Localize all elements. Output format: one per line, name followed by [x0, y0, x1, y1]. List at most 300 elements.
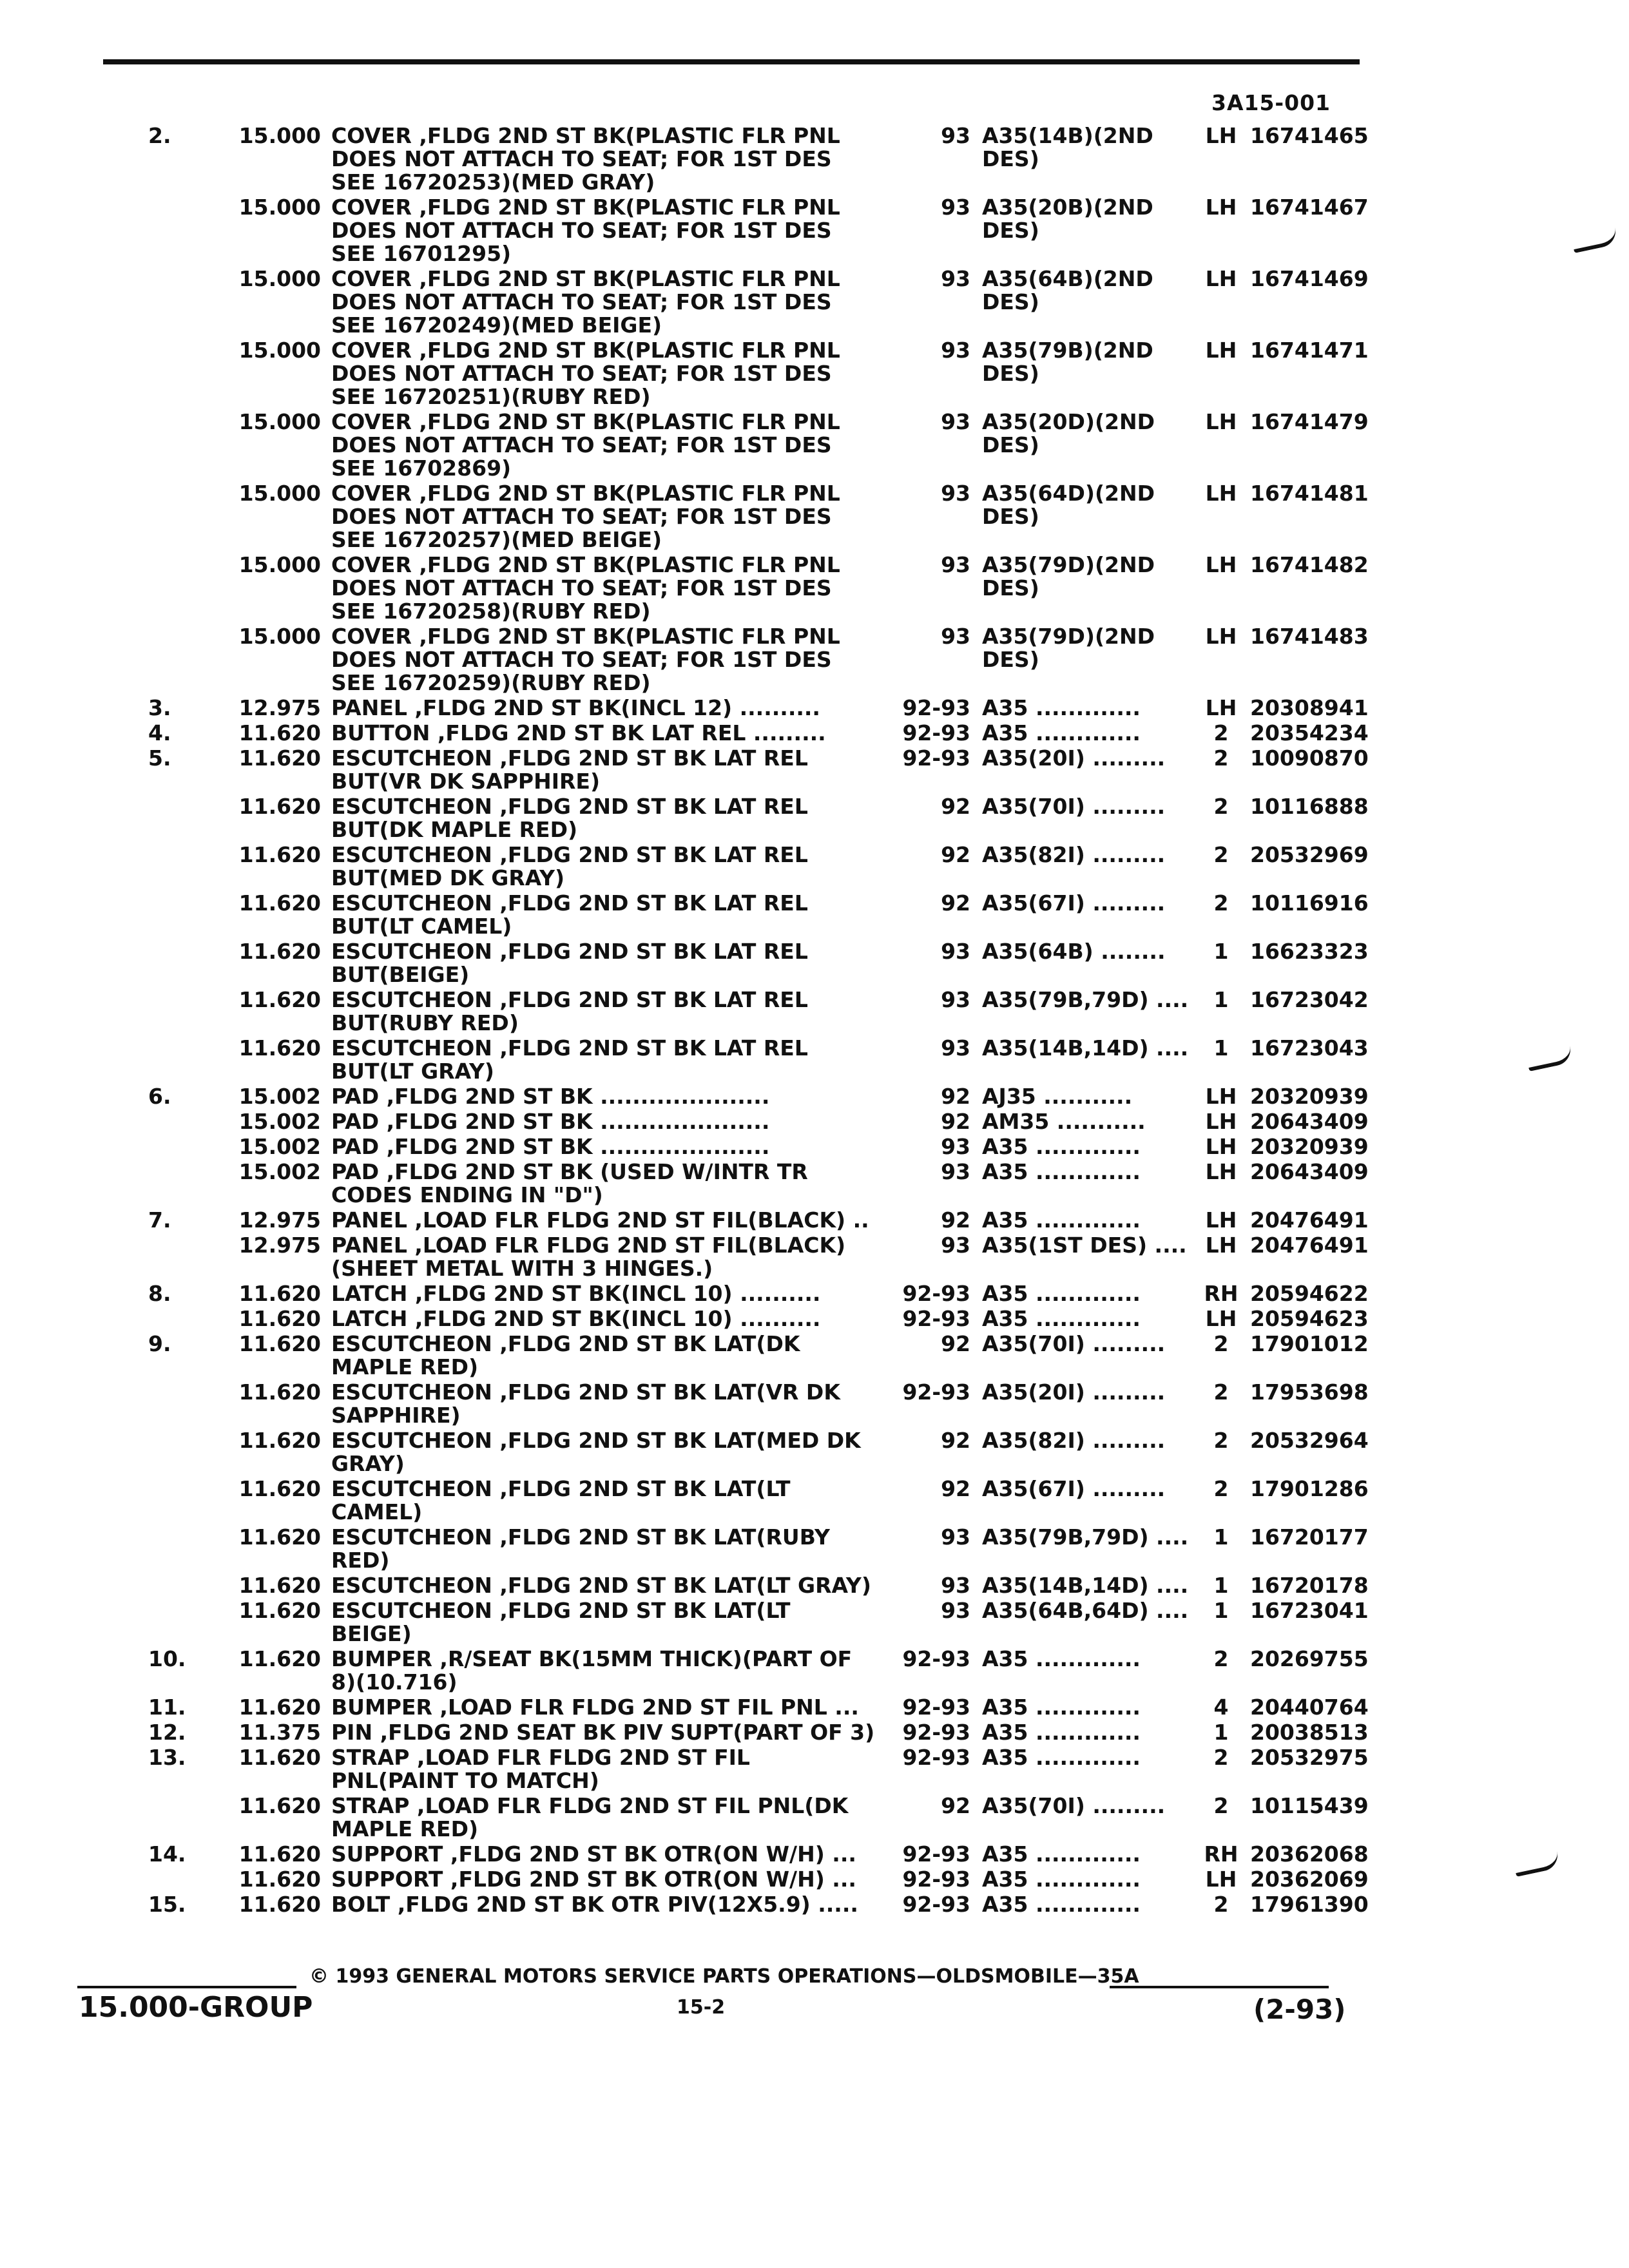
part-description: BUTTON ,FLDG 2ND ST BK LAT REL ......... — [331, 720, 826, 745]
group-label: 15.000-GROUP — [79, 1991, 313, 2024]
part-description: ESCUTCHEON ,FLDG 2ND ST BK LAT(LT CAMEL) — [331, 1476, 791, 1524]
part-number: 20532964 — [1250, 1428, 1369, 1453]
quantity: 2 — [1213, 842, 1229, 867]
table-row — [142, 553, 1379, 623]
quantity: LH — [1205, 266, 1237, 291]
part-description: COVER ,FLDG 2ND ST BK(PLASTIC FLR PNL DOES NOT ATTACH TO SEAT; FOR 1ST DES SEE 16701295) — [331, 195, 840, 266]
ref-number — [142, 196, 232, 265]
quantity: 2 — [1213, 720, 1229, 745]
model-year: 92 — [941, 1793, 970, 1818]
ref-number — [142, 553, 232, 623]
table-row — [142, 1307, 1379, 1331]
group-number: 11.620 — [238, 987, 321, 1012]
part-description: ESCUTCHEON ,FLDG 2ND ST BK LAT REL BUT(BEIGE) — [331, 939, 808, 987]
model-year: 93 — [941, 624, 970, 649]
group-number: 11.620 — [238, 1841, 321, 1867]
table-row — [142, 1110, 1379, 1133]
quantity: LH — [1205, 552, 1237, 577]
quantity: LH — [1205, 1134, 1237, 1159]
part-number: 20532969 — [1250, 842, 1369, 867]
model-year: 93 — [941, 123, 970, 148]
group-number: 11.620 — [238, 890, 321, 916]
ref-number: 9. — [148, 1331, 171, 1356]
quantity: 2 — [1213, 1331, 1229, 1356]
quantity: LH — [1205, 195, 1237, 220]
model-year: 92-93 — [902, 1892, 970, 1917]
table-row — [142, 339, 1379, 408]
model-code: A35 ............. — [982, 1841, 1141, 1867]
footer-rule-left — [77, 1986, 296, 1988]
revision-date: (2-93) — [1253, 1994, 1346, 2025]
copyright-line: © 1993 GENERAL MOTORS SERVICE PARTS OPERATIONS—OLDSMOBILE—35A — [309, 1965, 1139, 1988]
model-year: 92 — [941, 1207, 970, 1233]
ref-number — [142, 625, 232, 695]
table-row — [142, 1574, 1379, 1597]
part-number: 20308941 — [1250, 695, 1369, 720]
table-row — [142, 1599, 1379, 1646]
model-code: A35(79B,79D) .... — [982, 1524, 1189, 1550]
quantity: 2 — [1213, 1379, 1229, 1405]
ref-number — [142, 339, 232, 408]
part-number: 17901286 — [1250, 1476, 1369, 1501]
quantity: 1 — [1213, 1720, 1229, 1745]
model-year: 92-93 — [902, 695, 970, 720]
model-year: 93 — [941, 409, 970, 434]
model-code: A35(64B)(2ND DES) — [982, 266, 1153, 314]
table-row — [142, 940, 1379, 986]
model-year: 92 — [941, 1331, 970, 1356]
ref-number: 10. — [148, 1646, 186, 1671]
group-number: 11.620 — [238, 1379, 321, 1405]
ref-number — [142, 1574, 232, 1597]
quantity: LH — [1205, 1306, 1237, 1331]
table-row — [142, 1794, 1379, 1841]
group-number: 12.975 — [238, 695, 321, 720]
model-code: AJ35 ........... — [982, 1084, 1133, 1109]
part-description: LATCH ,FLDG 2ND ST BK(INCL 10) .......... — [331, 1306, 821, 1331]
model-year: 92-93 — [902, 1646, 970, 1671]
part-number: 16741482 — [1250, 552, 1369, 577]
part-number: 17953698 — [1250, 1379, 1369, 1405]
model-year: 92-93 — [902, 1379, 970, 1405]
table-row — [142, 1135, 1379, 1158]
ref-number — [142, 482, 232, 552]
quantity: LH — [1205, 1207, 1237, 1233]
model-year: 92-93 — [902, 1867, 970, 1892]
ref-number — [142, 1037, 232, 1083]
table-row — [142, 1696, 1379, 1719]
table-row — [142, 1160, 1379, 1207]
part-number: 16741465 — [1250, 123, 1369, 148]
part-number: 16723043 — [1250, 1035, 1369, 1061]
quantity: 2 — [1213, 1646, 1229, 1671]
model-code: A35(1ST DES) .... — [982, 1233, 1187, 1258]
part-description: COVER ,FLDG 2ND ST BK(PLASTIC FLR PNL DOES NOT ATTACH TO SEAT; FOR 1ST DES SEE 16720257)(MED BEIGE) — [331, 481, 840, 552]
ref-number — [142, 1160, 232, 1207]
quantity: 2 — [1213, 1745, 1229, 1770]
quantity: LH — [1205, 338, 1237, 363]
model-code: A35 ............. — [982, 695, 1141, 720]
model-year: 93 — [941, 1035, 970, 1061]
model-code: AM35 ........... — [982, 1109, 1146, 1134]
table-row — [142, 747, 1379, 793]
ref-number — [142, 843, 232, 890]
group-number: 11.375 — [238, 1720, 321, 1745]
parts-list — [142, 124, 1379, 1918]
part-description: ESCUTCHEON ,FLDG 2ND ST BK LAT(RUBY RED) — [331, 1524, 830, 1573]
part-number: 10116916 — [1250, 890, 1369, 916]
table-row — [142, 1526, 1379, 1572]
table-row — [142, 1282, 1379, 1305]
ref-number — [142, 1110, 232, 1133]
model-year: 93 — [941, 1233, 970, 1258]
group-number: 11.620 — [238, 720, 321, 745]
ref-number: 5. — [148, 745, 171, 771]
model-code: A35(20D)(2ND DES) — [982, 409, 1155, 457]
ref-number: 3. — [148, 695, 171, 720]
part-number: 16741471 — [1250, 338, 1369, 363]
model-code: A35(70I) ......... — [982, 1331, 1166, 1356]
quantity: LH — [1205, 1233, 1237, 1258]
page-code: 3A15-001 — [1211, 90, 1331, 115]
group-number: 15.000 — [238, 624, 321, 649]
model-year: 92-93 — [902, 720, 970, 745]
part-description: PAD ,FLDG 2ND ST BK ..................... — [331, 1134, 770, 1159]
model-code: A35(79B,79D) .... — [982, 987, 1189, 1012]
part-number: 20320939 — [1250, 1084, 1369, 1109]
table-row — [142, 795, 1379, 841]
quantity: LH — [1205, 409, 1237, 434]
model-code: A35(14B,14D) .... — [982, 1573, 1189, 1598]
quantity: 1 — [1213, 987, 1229, 1012]
table-row — [142, 1893, 1379, 1916]
part-description: COVER ,FLDG 2ND ST BK(PLASTIC FLR PNL DOES NOT ATTACH TO SEAT; FOR 1ST DES SEE 16720249)(MED BEIGE) — [331, 266, 840, 338]
part-number: 17961390 — [1250, 1892, 1369, 1917]
part-description: PAD ,FLDG 2ND ST BK ..................... — [331, 1109, 770, 1134]
model-year: 93 — [941, 552, 970, 577]
model-year: 93 — [941, 338, 970, 363]
page-number: 15-2 — [677, 1996, 726, 2019]
group-number: 15.002 — [238, 1134, 321, 1159]
ref-number: 12. — [148, 1720, 186, 1745]
part-number: 16623323 — [1250, 939, 1369, 964]
quantity: LH — [1205, 1867, 1237, 1892]
part-number: 16741469 — [1250, 266, 1369, 291]
group-number: 11.620 — [238, 1476, 321, 1501]
part-description: LATCH ,FLDG 2ND ST BK(INCL 10) .......... — [331, 1281, 821, 1306]
table-row — [142, 1648, 1379, 1694]
model-year: 92 — [941, 1109, 970, 1134]
part-description: PAD ,FLDG 2ND ST BK (USED W/INTR TR CODES ENDING IN "D") — [331, 1159, 808, 1207]
table-row — [142, 892, 1379, 938]
quantity: 1 — [1213, 1035, 1229, 1061]
ref-number — [142, 892, 232, 938]
quantity: LH — [1205, 624, 1237, 649]
model-code: A35 ............. — [982, 1867, 1141, 1892]
model-year: 92 — [941, 842, 970, 867]
part-number: 16741467 — [1250, 195, 1369, 220]
ref-number: 7. — [148, 1207, 171, 1233]
part-description: STRAP ,LOAD FLR FLDG 2ND ST FIL PNL(PAINT TO MATCH) — [331, 1745, 750, 1793]
ref-number: 6. — [148, 1084, 171, 1109]
quantity: 2 — [1213, 1428, 1229, 1453]
model-year: 93 — [941, 1159, 970, 1184]
group-number: 15.000 — [238, 338, 321, 363]
part-number: 20320939 — [1250, 1134, 1369, 1159]
model-code: A35 ............. — [982, 1306, 1141, 1331]
group-number: 11.620 — [238, 1306, 321, 1331]
model-year: 93 — [941, 1573, 970, 1598]
group-number: 15.002 — [238, 1159, 321, 1184]
part-description: ESCUTCHEON ,FLDG 2ND ST BK LAT(LT BEIGE) — [331, 1598, 791, 1646]
model-code: A35(20I) ......... — [982, 1379, 1166, 1405]
part-number: 10116888 — [1250, 794, 1369, 819]
model-code: A35(79D)(2ND DES) — [982, 552, 1155, 601]
table-row — [142, 1721, 1379, 1744]
group-number: 11.620 — [238, 1281, 321, 1306]
model-code: A35 ............. — [982, 720, 1141, 745]
part-description: ESCUTCHEON ,FLDG 2ND ST BK LAT REL BUT(DK MAPLE RED) — [331, 794, 808, 842]
group-number: 12.975 — [238, 1207, 321, 1233]
model-code: A35 ............. — [982, 1745, 1141, 1770]
ref-number — [142, 1135, 232, 1158]
table-row — [142, 1332, 1379, 1379]
part-description: ESCUTCHEON ,FLDG 2ND ST BK LAT(VR DK SAPPHIRE) — [331, 1379, 840, 1428]
model-year: 92 — [941, 1476, 970, 1501]
part-number: 10090870 — [1250, 745, 1369, 771]
part-number: 20476491 — [1250, 1233, 1369, 1258]
group-number: 15.000 — [238, 552, 321, 577]
part-number: 16741479 — [1250, 409, 1369, 434]
part-description: BUMPER ,LOAD FLR FLDG 2ND ST FIL PNL ... — [331, 1695, 859, 1720]
part-number: 16720177 — [1250, 1524, 1369, 1550]
quantity: 1 — [1213, 1573, 1229, 1598]
model-code: A35(70I) ......... — [982, 1793, 1166, 1818]
part-description: COVER ,FLDG 2ND ST BK(PLASTIC FLR PNL DOES NOT ATTACH TO SEAT; FOR 1ST DES SEE 16720253)(MED GRAY) — [331, 123, 840, 195]
model-year: 92-93 — [902, 1281, 970, 1306]
part-number: 20594622 — [1250, 1281, 1369, 1306]
model-code: A35(82I) ......... — [982, 842, 1166, 867]
model-year: 92-93 — [902, 1720, 970, 1745]
part-number: 20362068 — [1250, 1841, 1369, 1867]
part-number: 16723042 — [1250, 987, 1369, 1012]
group-number: 15.002 — [238, 1084, 321, 1109]
model-year: 93 — [941, 195, 970, 220]
table-row — [142, 1234, 1379, 1280]
part-number: 20269755 — [1250, 1646, 1369, 1671]
table-row — [142, 1429, 1379, 1475]
ref-number: 14. — [148, 1841, 186, 1867]
ref-number — [142, 1477, 232, 1524]
part-description: COVER ,FLDG 2ND ST BK(PLASTIC FLR PNL DOES NOT ATTACH TO SEAT; FOR 1ST DES SEE 16720258)(RUBY RED) — [331, 552, 840, 624]
part-number: 17901012 — [1250, 1331, 1369, 1356]
model-code: A35(64D)(2ND DES) — [982, 481, 1155, 529]
group-number: 11.620 — [238, 1646, 321, 1671]
quantity: 1 — [1213, 1524, 1229, 1550]
model-year: 93 — [941, 1524, 970, 1550]
group-number: 15.000 — [238, 481, 321, 506]
group-number: 11.620 — [238, 1867, 321, 1892]
table-row — [142, 843, 1379, 890]
group-number: 15.000 — [238, 266, 321, 291]
quantity: LH — [1205, 1084, 1237, 1109]
check-mark-icon — [1526, 1046, 1574, 1072]
group-number: 11.620 — [238, 794, 321, 819]
table-row — [142, 1037, 1379, 1083]
model-year: 93 — [941, 481, 970, 506]
part-description: PIN ,FLDG 2ND SEAT BK PIV SUPT(PART OF 3) — [331, 1720, 875, 1745]
ref-number — [142, 795, 232, 841]
quantity: 2 — [1213, 1892, 1229, 1917]
quantity: 4 — [1213, 1695, 1229, 1720]
part-description: PANEL ,FLDG 2ND ST BK(INCL 12) .......... — [331, 695, 820, 720]
ref-number: 11. — [148, 1695, 186, 1720]
group-number: 11.620 — [238, 1573, 321, 1598]
part-description: ESCUTCHEON ,FLDG 2ND ST BK LAT REL BUT(LT GRAY) — [331, 1035, 808, 1084]
table-row — [142, 988, 1379, 1035]
part-description: COVER ,FLDG 2ND ST BK(PLASTIC FLR PNL DOES NOT ATTACH TO SEAT; FOR 1ST DES SEE 16720251)(RUBY RED) — [331, 338, 840, 409]
table-row — [142, 1843, 1379, 1866]
model-year: 92 — [941, 890, 970, 916]
quantity: LH — [1205, 123, 1237, 148]
quantity: 2 — [1213, 794, 1229, 819]
check-mark-icon — [1571, 227, 1619, 253]
group-number: 12.975 — [238, 1233, 321, 1258]
part-description: ESCUTCHEON ,FLDG 2ND ST BK LAT(DK MAPLE RED) — [331, 1331, 800, 1379]
ref-number — [142, 1599, 232, 1646]
part-description: COVER ,FLDG 2ND ST BK(PLASTIC FLR PNL DOES NOT ATTACH TO SEAT; FOR 1ST DES SEE 16720259)(RUBY RED) — [331, 624, 840, 695]
part-description: ESCUTCHEON ,FLDG 2ND ST BK LAT(MED DK GRAY) — [331, 1428, 861, 1476]
quantity: 2 — [1213, 1793, 1229, 1818]
model-code: A35 ............. — [982, 1646, 1141, 1671]
model-code: A35 ............. — [982, 1207, 1141, 1233]
part-number: 20594623 — [1250, 1306, 1369, 1331]
ref-number — [142, 1794, 232, 1841]
ref-number — [142, 1429, 232, 1475]
quantity: 2 — [1213, 745, 1229, 771]
model-year: 93 — [941, 1598, 970, 1623]
part-number: 16741481 — [1250, 481, 1369, 506]
group-number: 15.000 — [238, 195, 321, 220]
model-code: A35(79D)(2ND DES) — [982, 624, 1155, 672]
group-number: 15.002 — [238, 1109, 321, 1134]
model-code: A35 ............. — [982, 1892, 1141, 1917]
table-row — [142, 267, 1379, 337]
table-row — [142, 1477, 1379, 1524]
model-code: A35 ............. — [982, 1720, 1141, 1745]
group-number: 11.620 — [238, 842, 321, 867]
group-number: 11.620 — [238, 939, 321, 964]
table-row — [142, 722, 1379, 745]
model-code: A35(64B) ........ — [982, 939, 1166, 964]
part-description: STRAP ,LOAD FLR FLDG 2ND ST FIL PNL(DK MAPLE RED) — [331, 1793, 849, 1841]
part-description: BUMPER ,R/SEAT BK(15MM THICK)(PART OF 8)(10.716) — [331, 1646, 853, 1695]
model-year: 93 — [941, 987, 970, 1012]
group-number: 11.620 — [238, 1695, 321, 1720]
model-year: 92 — [941, 1084, 970, 1109]
ref-number — [142, 1234, 232, 1280]
part-description: ESCUTCHEON ,FLDG 2ND ST BK LAT REL BUT(MED DK GRAY) — [331, 842, 808, 890]
table-row — [142, 1085, 1379, 1108]
check-mark-icon — [1513, 1851, 1561, 1877]
part-number: 20440764 — [1250, 1695, 1369, 1720]
part-number: 20643409 — [1250, 1159, 1369, 1184]
footer-rule-right — [1110, 1986, 1329, 1988]
model-code: A35 ............. — [982, 1134, 1141, 1159]
ref-number — [142, 1526, 232, 1572]
model-year: 92-93 — [902, 1841, 970, 1867]
quantity: LH — [1205, 695, 1237, 720]
part-description: COVER ,FLDG 2ND ST BK(PLASTIC FLR PNL DOES NOT ATTACH TO SEAT; FOR 1ST DES SEE 16702869) — [331, 409, 840, 481]
quantity: 2 — [1213, 890, 1229, 916]
part-number: 20476491 — [1250, 1207, 1369, 1233]
part-description: ESCUTCHEON ,FLDG 2ND ST BK LAT REL BUT(LT CAMEL) — [331, 890, 808, 939]
quantity: RH — [1204, 1281, 1239, 1306]
part-description: PAD ,FLDG 2ND ST BK ..................... — [331, 1084, 770, 1109]
ref-number: 4. — [148, 720, 171, 745]
table-row — [142, 1868, 1379, 1891]
model-code: A35(70I) ......... — [982, 794, 1166, 819]
part-description: PANEL ,LOAD FLR FLDG 2ND ST FIL(BLACK) (SHEET METAL WITH 3 HINGES.) — [331, 1233, 846, 1281]
model-code: A35 ............. — [982, 1695, 1141, 1720]
table-row — [142, 124, 1379, 194]
table-row — [142, 697, 1379, 720]
model-year: 92-93 — [902, 1695, 970, 1720]
quantity: RH — [1204, 1841, 1239, 1867]
quantity: 1 — [1213, 1598, 1229, 1623]
part-number: 20038513 — [1250, 1720, 1369, 1745]
model-code: A35(82I) ......... — [982, 1428, 1166, 1453]
model-code: A35 ............. — [982, 1159, 1141, 1184]
part-description: SUPPORT ,FLDG 2ND ST BK OTR(ON W/H) ... — [331, 1867, 856, 1892]
model-year: 93 — [941, 939, 970, 964]
model-year: 92 — [941, 794, 970, 819]
ref-number — [142, 267, 232, 337]
model-year: 92-93 — [902, 1745, 970, 1770]
group-number: 11.620 — [238, 1428, 321, 1453]
model-code: A35(67I) ......... — [982, 1476, 1166, 1501]
quantity: 1 — [1213, 939, 1229, 964]
model-code: A35(20B)(2ND DES) — [982, 195, 1153, 243]
part-number: 20362069 — [1250, 1867, 1369, 1892]
table-row — [142, 410, 1379, 480]
part-description: SUPPORT ,FLDG 2ND ST BK OTR(ON W/H) ... — [331, 1841, 856, 1867]
part-number: 20354234 — [1250, 720, 1369, 745]
model-code: A35(14B,14D) .... — [982, 1035, 1189, 1061]
model-code: A35(79B)(2ND DES) — [982, 338, 1153, 386]
ref-number — [142, 1381, 232, 1427]
ref-number — [142, 940, 232, 986]
table-row — [142, 625, 1379, 695]
ref-number: 15. — [148, 1892, 186, 1917]
table-row — [142, 482, 1379, 552]
model-code: A35(14B)(2ND DES) — [982, 123, 1153, 171]
part-number: 16723041 — [1250, 1598, 1369, 1623]
model-code: A35 ............. — [982, 1281, 1141, 1306]
part-number: 20643409 — [1250, 1109, 1369, 1134]
table-row — [142, 1746, 1379, 1792]
ref-number — [142, 988, 232, 1035]
table-row — [142, 1209, 1379, 1232]
group-number: 11.620 — [238, 1793, 321, 1818]
model-code: A35(64B,64D) .... — [982, 1598, 1189, 1623]
top-rule — [103, 59, 1360, 64]
part-description: BOLT ,FLDG 2ND ST BK OTR PIV(12X5.9) ..... — [331, 1892, 858, 1917]
model-code: A35(67I) ......... — [982, 890, 1166, 916]
quantity: LH — [1205, 1109, 1237, 1134]
group-number: 11.620 — [238, 1524, 321, 1550]
model-year: 92 — [941, 1428, 970, 1453]
